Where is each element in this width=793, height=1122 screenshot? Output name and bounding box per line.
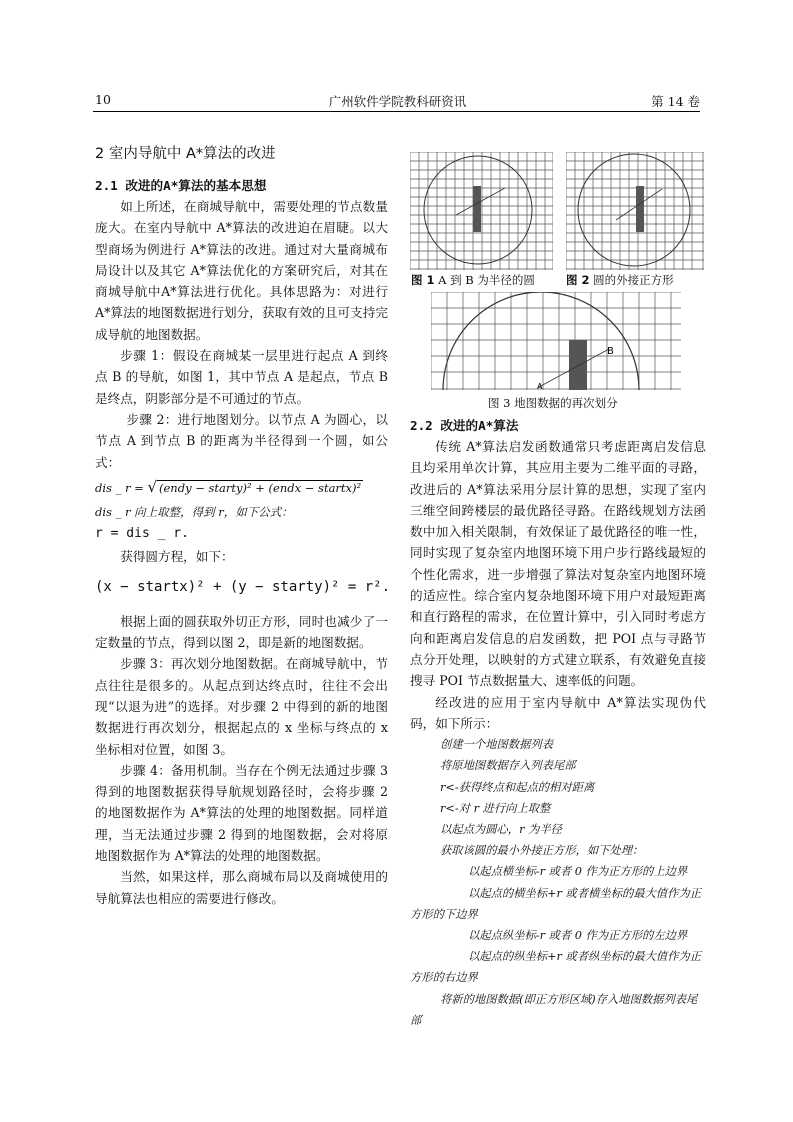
code-line: 创建一个地图数据列表 bbox=[440, 738, 553, 752]
figure-3-half-circle bbox=[431, 292, 681, 392]
volume-label: 第 14 卷 bbox=[651, 94, 700, 109]
paragraph-step3: 步骤 3：再次划分地图数据。在商城导航中，节点往往是很多的。从起点到达终点时，往往不会出现“以退为进”的选择。对步骤 2 中得到的新的地图数据进行再次划分，根据起点的 x 坐标与终点的 x 坐标相对位置，如图 3。 bbox=[95, 656, 388, 757]
paragraph-step4: 步骤 4：备用机制。当存在个例无法通过步骤 3 得到的地图数据获得导航规划路径时，会将步骤 2 的地图数据作为 A*算法的处理的地图数据。同样道理，当无法通过步骤 2 得到的地图数据，会对将原地图数据作为 A*算法的处理的地图数据。 bbox=[95, 762, 388, 864]
right-column bbox=[410, 415, 706, 1031]
paragraph-step1: 步骤 1：假设在商城某一层里进行起点 A 到终点 B 的导航，如图 1，其中节点 A 是起点，节点 B 是终点，阴影部分是不可通过的节点。 bbox=[95, 348, 388, 406]
figure-2-square-grid bbox=[566, 152, 704, 270]
section-title: 2 室内导航中 A*算法的改进 bbox=[95, 146, 276, 162]
figure-1-circle-grid bbox=[410, 152, 553, 270]
formula-r: r = dis _ r. bbox=[95, 525, 189, 541]
code-line: 将新的地图数据(即正方形区域)存入地图数据列表尾部 bbox=[410, 992, 698, 1027]
code-line: 以起点的纵坐标+r 或者纵坐标的最大值作为正方形的右边界 bbox=[410, 950, 702, 985]
figure-1-caption-num: 图 1 bbox=[411, 273, 435, 287]
code-line: 将原地图数据存入列表尾部 bbox=[440, 759, 576, 773]
formula-distance: dis _ r = √ (endy − starty)² + (endx − startx)² bbox=[95, 477, 362, 496]
pseudocode-block bbox=[410, 734, 706, 1031]
figure-2-caption-text: 圆的外接正方形 bbox=[593, 273, 674, 287]
formula-distance-lhs: dis _ r = bbox=[95, 480, 144, 495]
code-line: 获取该圆的最小外接正方形，如下处理： bbox=[440, 844, 644, 858]
figure-1-caption bbox=[411, 272, 535, 288]
obstacle-block bbox=[473, 186, 481, 232]
code-line: 以起点的横坐标+r 或者横坐标的最大值作为正方形的下边界 bbox=[410, 886, 702, 921]
page-number: 10 bbox=[95, 92, 111, 107]
formula-distance-rhs: (endy − starty)² + (endx − startx)² bbox=[159, 480, 362, 495]
subsection-title-2-1: 2.1 改进的A*算法的基本思想 bbox=[95, 178, 267, 193]
code-line: r<-对 r 进行向上取整 bbox=[440, 801, 551, 815]
figure-3-caption: 图 3 地图数据的再次划分 bbox=[488, 396, 618, 410]
paragraph-intro: 如上所述，在商城导航中，需要处理的节点数量庞大。在室内导航中 A*算法的改进迫在眉睫。以大型商场为例进行 A*算法的改进。通过对大量商城布局设计以及其它 A*算法优化的方案研究后，对其在商城导航中A*算法进行优化。具体思路为：对进行 A*算法的地图数据进行划分，获取有效的且可支持完成导航的地图数据。 bbox=[95, 199, 388, 342]
header-rule bbox=[93, 111, 700, 112]
paragraph-final: 当然，如果这样，那么商城布局以及商城使用的导航算法也相应的需要进行修改。 bbox=[95, 869, 388, 906]
code-line: r<-获得终点和起点的相对距离 bbox=[440, 780, 595, 794]
obstacle-block bbox=[569, 340, 587, 390]
paragraph-square: 根据上面的圆获取外切正方形，同时也减少了一定数量的节点，得到以图 2，即是新的地图数据。 bbox=[95, 613, 388, 651]
figure-2-caption bbox=[566, 272, 674, 288]
code-line: 以起点横坐标-r 或者 0 作为正方形的上边界 bbox=[468, 865, 688, 879]
code-line: 以起点为圆心，r 为半径 bbox=[440, 822, 562, 836]
paragraph-step2: 步骤 2：进行地图划分。以节点 A 为圆心，以节点 A 到节点 B 的距离为半径得到一个圆，如公式： bbox=[95, 411, 388, 470]
figure-1-caption-text: A 到 B 为半径的圆 bbox=[438, 273, 535, 287]
point-a-label: A bbox=[537, 382, 543, 391]
obstacle-block bbox=[636, 186, 644, 232]
left-column bbox=[95, 143, 391, 909]
journal-title: 广州软件学院教科研资讯 bbox=[328, 94, 467, 109]
paragraph-pseudocode-intro: 经改进的应用于室内导航中 A*算法实现伪代码，如下所示： bbox=[410, 694, 706, 731]
paragraph-improved-astar: 传统 A*算法启发函数通常只考虑距离启发信息且均采用单次计算，其应用主要为二维平面的寻路，改进后的 A*算法采用分层计算的思想，实现了室内三维空间跨楼层的最优路径寻路。在路线规划方法函数中加入相关限制，有效保证了最优路径的唯一性，同时实现了复杂室内地图环境下用户步行路线最短的个性化需求，进一步增强了算法对复杂室内地图环境的适应性。综合室内复杂地图环境下用户对最短距离和直行路程的需求，在位置计算中，引入同时考虑方向和距离启发信息的启发函数，把 POI 点与寻路节点分开处理，以映射的方式建立联系，有效避免直接搜寻 POI 节点数据量大、速率低的问题。 bbox=[410, 439, 706, 689]
formula-circle: (x − startx)² + (y − starty)² = r². bbox=[95, 579, 391, 596]
code-line: 以起点纵坐标-r 或者 0 作为正方形的左边界 bbox=[468, 928, 688, 942]
point-b-label: B bbox=[607, 346, 614, 357]
circle-equation-intro: 获得圆方程，如下： bbox=[120, 549, 234, 565]
figure-2-caption-num: 图 2 bbox=[566, 273, 590, 287]
subsection-title-2-2: 2.2 改进的A*算法 bbox=[410, 418, 519, 433]
formula-ceil-text: dis _ r 向上取整，得到 r，如下公式： bbox=[95, 504, 293, 519]
